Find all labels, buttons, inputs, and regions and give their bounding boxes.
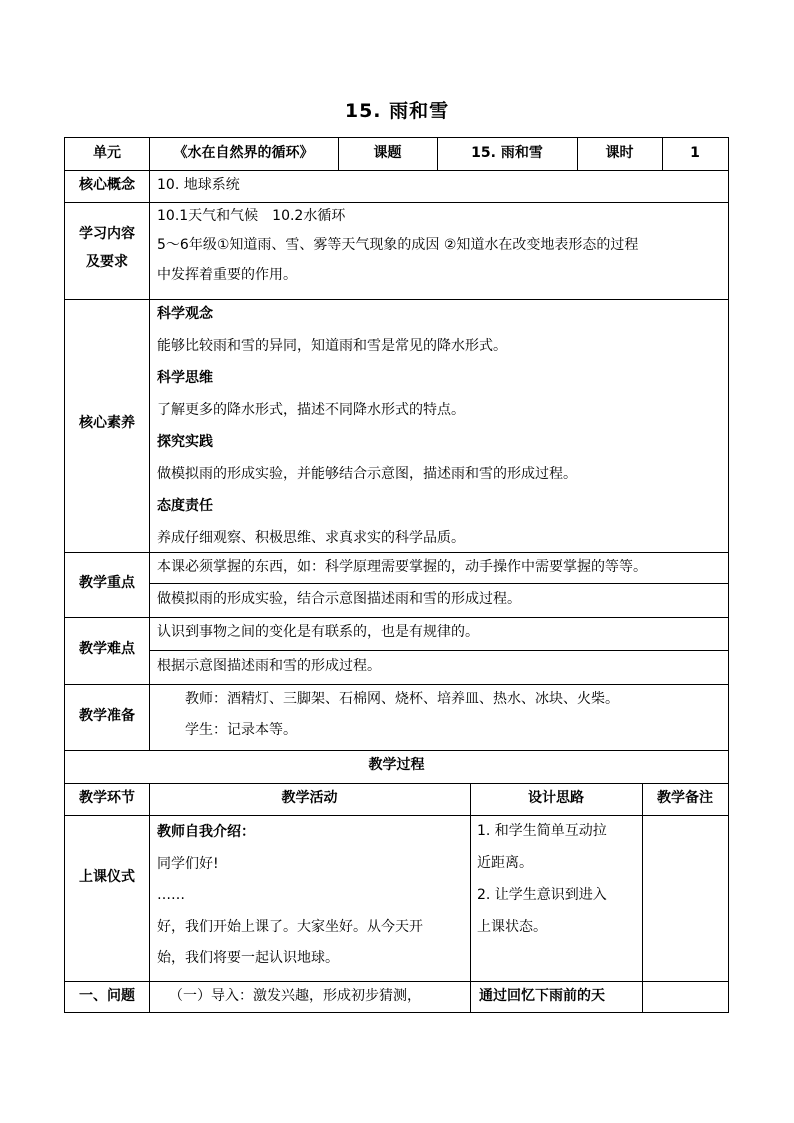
learning-line: 中发挥着重要的作用。 [157, 267, 297, 283]
topic-value: 15. 雨和雪 [471, 145, 543, 161]
unit-label: 单元 [93, 145, 121, 161]
document-title: 15. 雨和雪 [344, 100, 450, 122]
literacy-label: 核心素养 [79, 415, 135, 431]
stage-cell: 一、问题 [79, 988, 135, 1004]
difficulties-line: 认识到事物之间的变化是有联系的，也是有规律的。 [157, 624, 479, 640]
activity-heading: 教师自我介绍： [157, 824, 255, 840]
preparation-teacher: 教师：酒精灯、三脚架、石棉网、烧杯、培养皿、热水、冰块、火柴。 [185, 691, 619, 707]
learning-label-line: 及要求 [86, 254, 128, 270]
stage-cell: 上课仪式 [79, 869, 135, 885]
col-divider [149, 170, 150, 750]
difficulties-label: 教学难点 [79, 641, 135, 657]
process-col-notes: 教学备注 [657, 790, 713, 806]
activity-line: 始，我们将要一起认识地球。 [157, 950, 339, 966]
col-divider [149, 783, 150, 1013]
literacy-heading: 科学思维 [157, 370, 213, 386]
design-cell: 通过回忆下雨前的天 [479, 988, 605, 1004]
preparation-student: 学生：记录本等。 [185, 722, 297, 738]
activity-line: …… [157, 887, 185, 903]
design-line: 1. 和学生简单互动拉 [477, 823, 607, 839]
preparation-label: 教学准备 [79, 708, 135, 724]
literacy-heading: 科学观念 [157, 306, 213, 322]
learning-content [157, 202, 727, 290]
key-points-line: 本课必须掌握的东西，如：科学原理需要掌握的，动手操作中需要掌握的等等。 [157, 559, 647, 575]
core-concept-value: 10. 地球系统 [157, 177, 240, 193]
key-points-label: 教学重点 [79, 575, 135, 591]
process-col-stage: 教学环节 [79, 790, 135, 806]
design-line: 2. 让学生意识到进入 [477, 887, 607, 903]
process-col-activity: 教学活动 [281, 790, 338, 806]
activity-cell: （一）导入：激发兴趣，形成初步猜测， [169, 988, 421, 1004]
process-title: 教学过程 [368, 757, 425, 773]
lesson-plan-table [64, 137, 729, 1013]
design-line: 近距离。 [477, 855, 533, 871]
learning-line: 5～6年级①知道雨、雪、雾等天气现象的成因 ②知道水在改变地表形态的过程 [157, 237, 639, 253]
activity-line: 同学们好! [157, 855, 219, 872]
difficulties-line: 根据示意图描述雨和雪的形成过程。 [157, 658, 381, 674]
unit-value: 《水在自然界的循环》 [173, 145, 314, 161]
hours-value: 1 [690, 145, 700, 161]
design-line: 上课状态。 [477, 919, 547, 935]
topic-label: 课题 [373, 145, 402, 161]
activity-cell [157, 817, 467, 975]
learning-label [65, 220, 149, 276]
col-divider [642, 783, 643, 1013]
key-points-line: 做模拟雨的形成实验，结合示意图描述雨和雪的形成过程。 [157, 591, 521, 607]
process-col-design: 设计思路 [528, 790, 584, 806]
hours-label: 课时 [605, 145, 634, 161]
design-cell [477, 815, 642, 943]
literacy-text: 能够比较雨和雪的异同，知道雨和雪是常见的降水形式。 [157, 338, 507, 354]
literacy-text: 养成仔细观察、积极思维、求真求实的科学品质。 [157, 530, 465, 546]
learning-line: 10.1天气和气候 10.2水循环 [157, 208, 346, 224]
core-concept-label: 核心概念 [79, 177, 135, 193]
literacy-heading: 态度责任 [157, 498, 213, 514]
literacy-content [157, 298, 727, 554]
literacy-text: 了解更多的降水形式，描述不同降水形式的特点。 [157, 402, 465, 418]
literacy-text: 做模拟雨的形成实验，并能够结合示意图，描述雨和雪的形成过程。 [157, 466, 577, 482]
col-divider [470, 783, 471, 1013]
activity-line: 好，我们开始上课了。大家坐好。从今天开 [157, 918, 423, 935]
learning-label-line: 学习内容 [79, 226, 135, 242]
literacy-heading: 探究实践 [157, 434, 213, 450]
